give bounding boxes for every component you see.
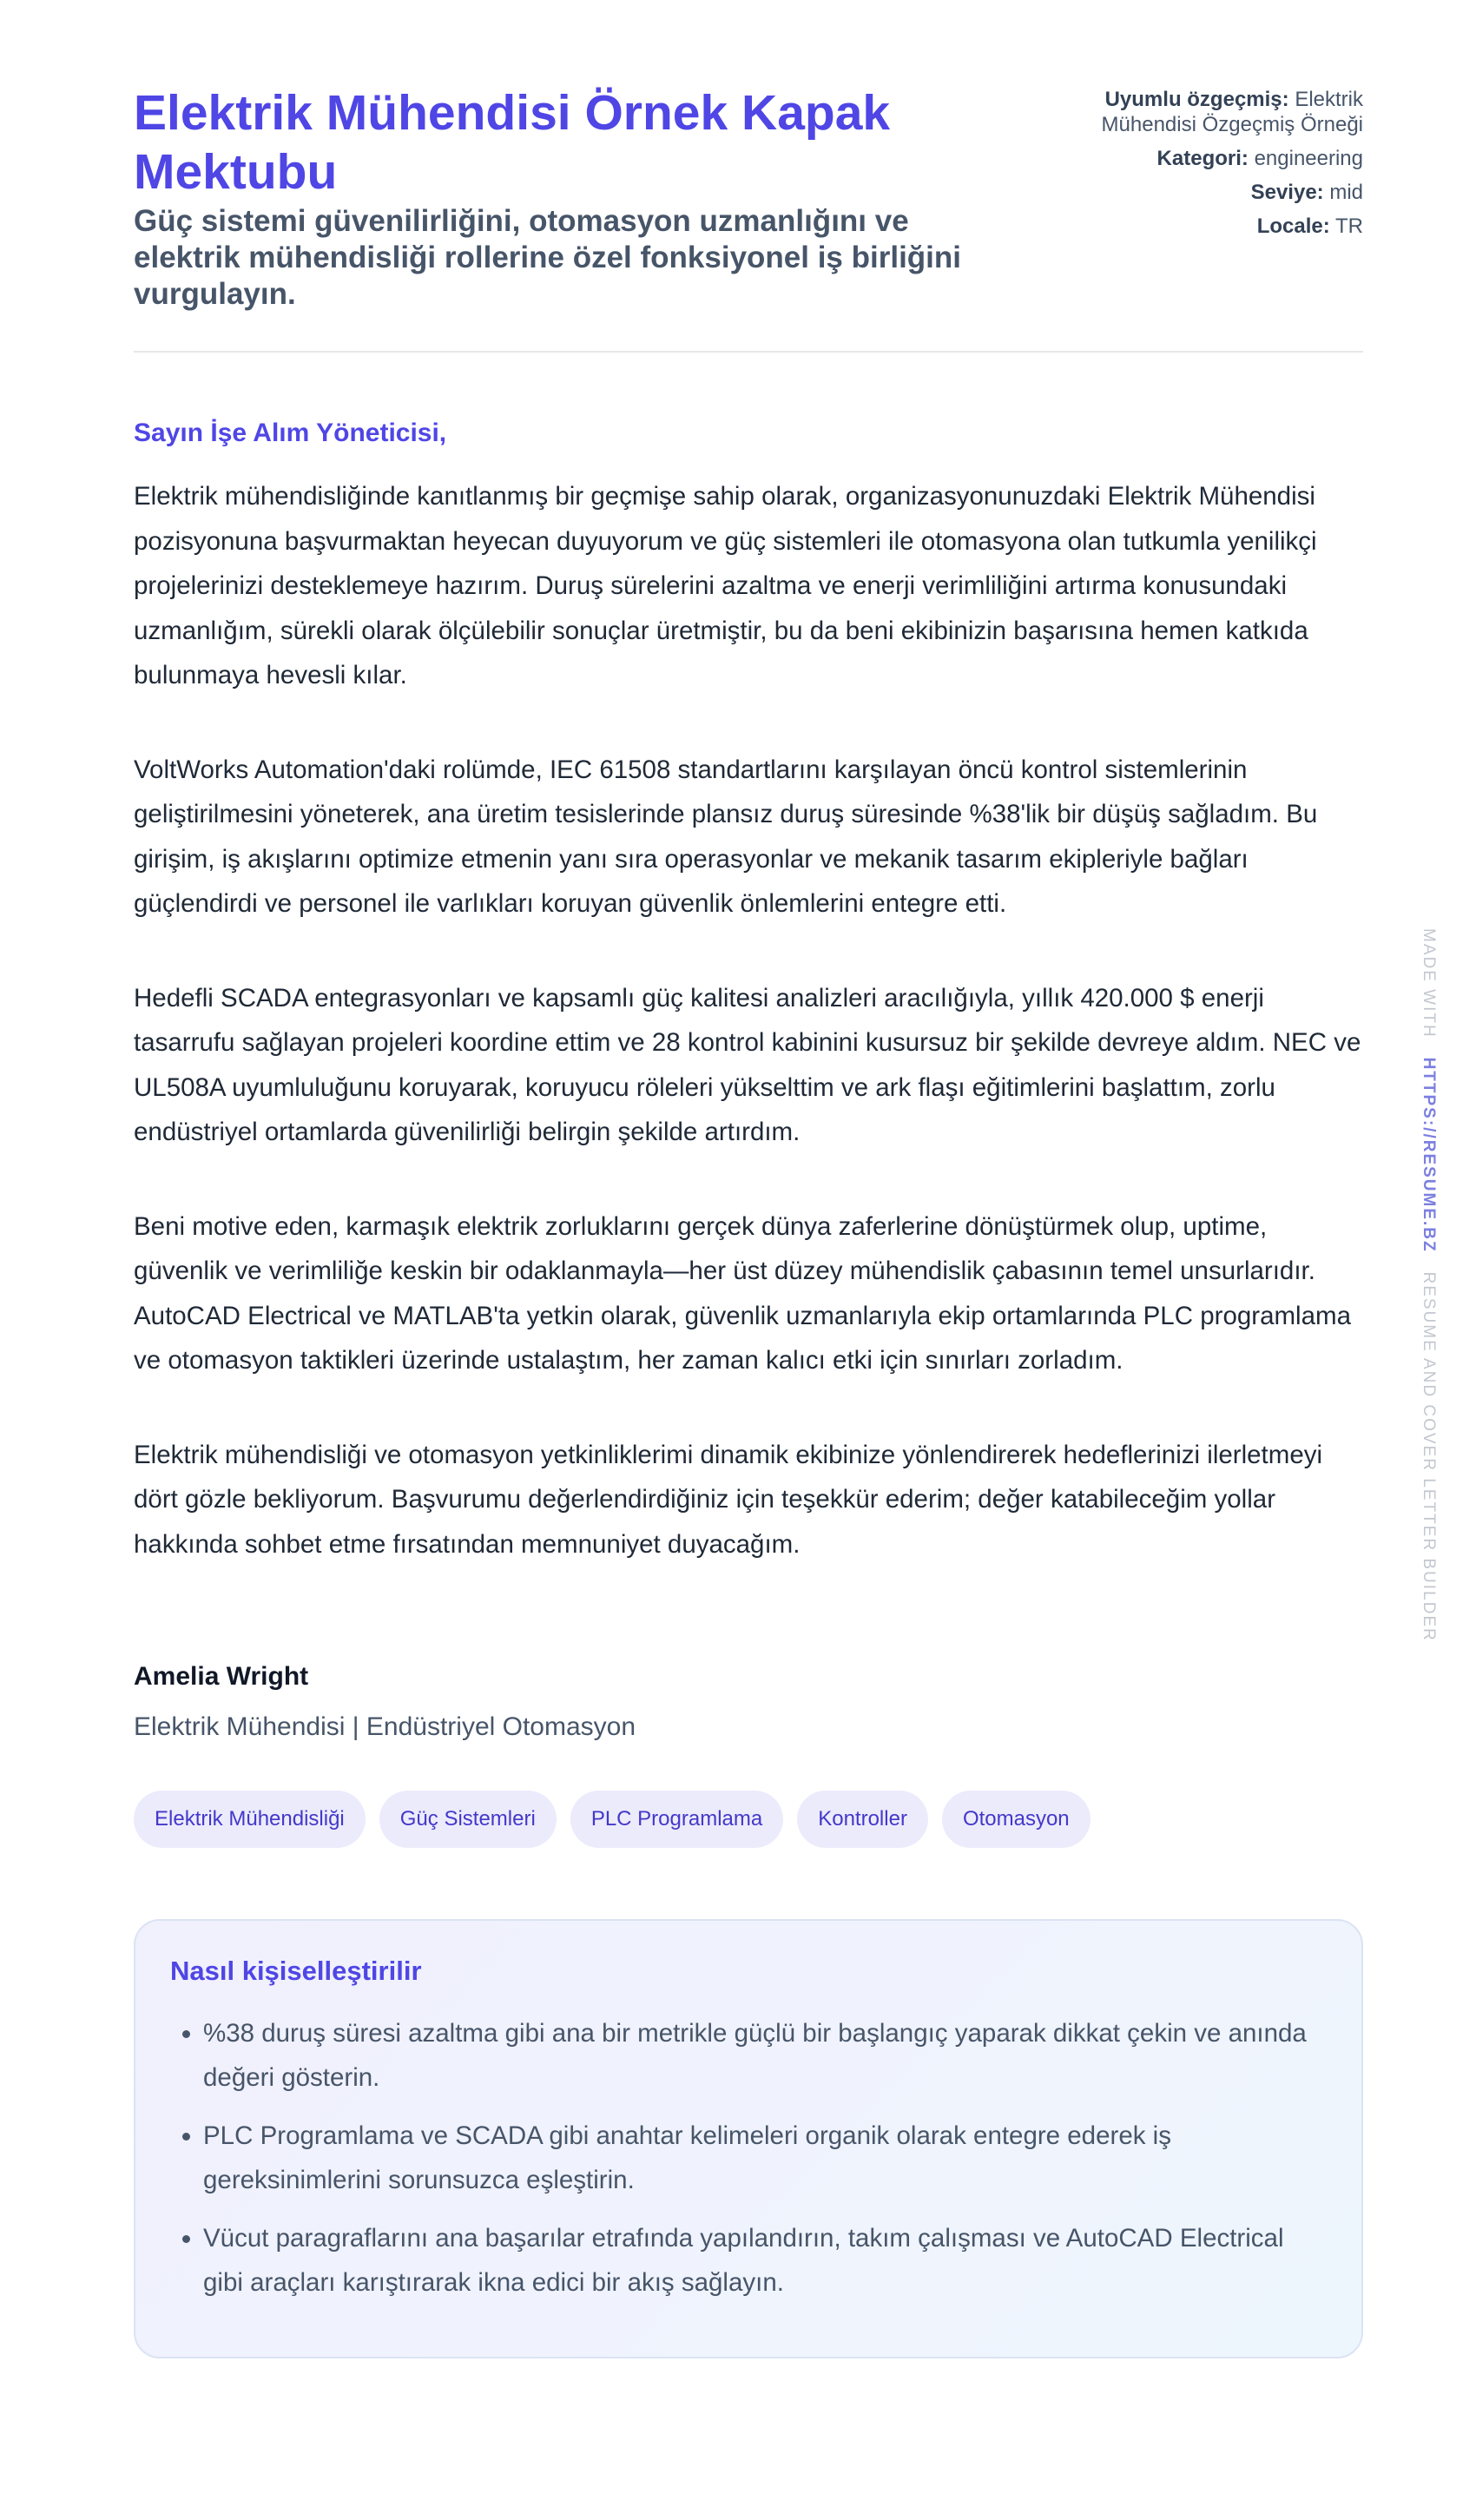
page-title: Elektrik Mühendisi Örnek Kapak Mektubu xyxy=(134,85,891,200)
meta-value: mid xyxy=(1329,181,1363,204)
signature-role: Elektrik Mühendisi | Endüstriyel Otomasyon xyxy=(134,1712,636,1741)
page-header xyxy=(134,83,1363,353)
tag[interactable]: Kontroller xyxy=(797,1791,928,1848)
tips-title: Nasıl kişiselleştirilir xyxy=(170,1956,422,1986)
tag[interactable]: Elektrik Mühendisliği xyxy=(134,1791,366,1848)
tip-item: • PLC Programlama ve SCADA gibi anahtar kelimeleri organik olarak entegre ederek iş gereksinimlerini sorunsuzca eşleştirin. xyxy=(203,2114,1327,2202)
meta-info xyxy=(1077,87,1363,313)
watermark-prefix: MADE WITH xyxy=(1420,928,1438,1039)
tip-item: • Vücut paragraflarını ana başarılar etrafında yapılandırın, takım çalışması ve AutoCAD Electrical gibi araçları karıştırarak ikna edici bir akış sağlayın. xyxy=(203,2216,1327,2305)
letter-paragraph: VoltWorks Automation'daki rolümde, IEC 61508 standartlarını karşılayan öncü kontrol sistemlerinin geliştirilmesini yöneterek, ana üretim tesislerinde plansız duruş süresinde %38'lik bir düşüş sağladım. Bu girişim, iş akışlarını optimize etmenin yanı sıra operasyonlar ve mekanik tasarım ekipleriyle bağları güçlendirdi ve personel ile varlıkları koruyan güvenlik önlemlerini entegre etti. xyxy=(134,755,1318,918)
meta-label: Seviye: xyxy=(1250,181,1324,204)
customization-tips-box xyxy=(134,1919,1363,2358)
watermark-suffix: RESUME AND COVER LETTER BUILDER xyxy=(1420,1271,1438,1642)
letter-greeting: Sayın İşe Alım Yöneticisi, xyxy=(134,419,447,447)
letter-paragraph: Elektrik mühendisliğinde kanıtlanmış bir geçmişe sahip olarak, organizasyonunuzdaki Elektrik Mühendisi pozisyonuna başvurmaktan heyecan duyuyorum ve güç sistemleri ile otomasyona olan tutkumla yenilikçi projelerinizi desteklemeye hazırım. Duruş sürelerini azaltma ve enerji verimliliğini artırma konusundaki uzmanlığım, sürekli olarak ölçülebilir sonuçlar üretmiştir, bu da beni ekibinizin başarısına hemen katkıda bulunmaya hevesli kılar. xyxy=(134,482,1317,689)
meta-level xyxy=(1077,180,1363,205)
signature-name: Amelia Wright xyxy=(134,1662,309,1691)
meta-value: engineering xyxy=(1254,147,1363,170)
letter-paragraph: Beni motive eden, karmaşık elektrik zorluklarını gerçek dünya zaferlerine dönüştürmek olup, uptime, güvenlik ve verimliliğe keskin bir odaklanmayla—her üst düzey mühendislik çabasının temel unsurlarıdır. AutoCAD Electrical ve MATLAB'ta yetkin olarak, güvenlik uzmanlarıyla ekip ortamlarında PLC programlama ve otomasyon taktikleri üzerinde ustalaştım, her zaman kalıcı etki için sınırları zorladım. xyxy=(134,1211,1351,1375)
page-subtitle: Güç sistemi güvenilirliğini, otomasyon uzmanlığını ve elektrik mühendisliği rollerine özel fonksiyonel iş birliğini vurgulayın. xyxy=(134,204,961,311)
meta-value: Elektrik Mühendisi Özgeçmiş Örneği xyxy=(1101,88,1363,136)
tag-list xyxy=(134,1791,1363,1848)
tag[interactable]: PLC Programlama xyxy=(570,1791,783,1848)
letter-paragraph: Elektrik mühendisliği ve otomasyon yetkinliklerimi dinamik ekibinize yönlendirerek hedeflerinizi ilerletmeyi dört gözle bekliyorum. Başvurumu değerlendirdiğiniz için teşekkür ederim; değer katabileceğim yollar hakkında sohbet etme fırsatından memnuniyet duyacağım. xyxy=(134,1440,1323,1559)
tag[interactable]: Güç Sistemleri xyxy=(379,1791,557,1848)
meta-category xyxy=(1077,146,1363,171)
meta-label: Kategori: xyxy=(1156,147,1249,170)
meta-label: Uyumlu özgeçmiş: xyxy=(1104,88,1289,111)
watermark-link[interactable]: HTTPS://RESUME.BZ xyxy=(1420,1057,1438,1253)
tip-item: • %38 duruş süresi azaltma gibi ana bir metrikle güçlü bir başlangıç yaparak dikkat çekin ve anında değeri gösterin. xyxy=(203,2011,1327,2100)
meta-value: TR xyxy=(1335,214,1363,238)
cover-letter-page xyxy=(134,83,1363,2358)
tag[interactable]: Otomasyon xyxy=(942,1791,1091,1848)
meta-locale xyxy=(1077,214,1363,239)
meta-label: Locale: xyxy=(1256,214,1330,238)
letter-paragraph: Hedefli SCADA entegrasyonları ve kapsamlı güç kalitesi analizleri aracılığıyla, yıllık 420.000 $ enerji tasarrufu sağlayan projeleri koordine ettim ve 28 kontrol kabinini kusursuz bir şekilde devreye aldım. NEC ve UL508A uyumluluğunu koruyarak, koruyucu röleleri yükselttim ve ark flaşı eğitimlerini başlattım, zorlu endüstriyel ortamlarda güvenilirliği belirgin şekilde artırdım. xyxy=(134,983,1361,1146)
watermark xyxy=(1419,928,1438,1642)
tips-list xyxy=(170,2011,1327,2305)
meta-matching-resume xyxy=(1077,87,1363,137)
